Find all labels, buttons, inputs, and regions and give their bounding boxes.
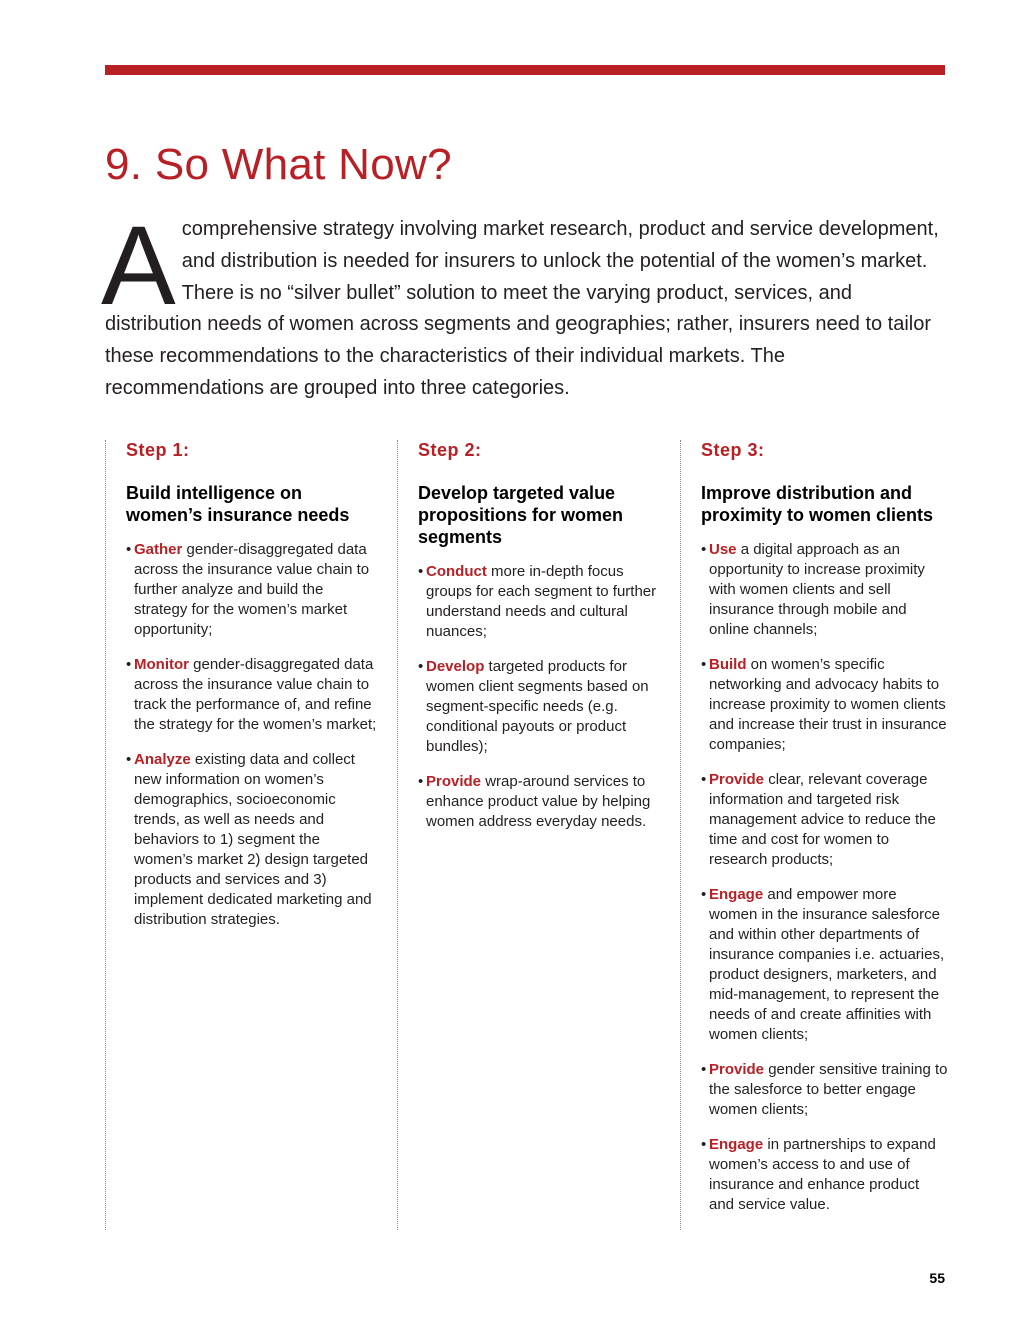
step-label: Step 2: — [418, 440, 482, 460]
action-keyword: Develop — [426, 658, 485, 675]
intro-drop-cap: A — [101, 203, 176, 328]
list-item — [126, 655, 377, 735]
action-keyword: Use — [709, 541, 737, 558]
item-text: in partnerships to expand women’s access to and use of insurance and enhance product and service value. — [709, 1136, 936, 1213]
step-heading: Build intelligence on women’s insurance needs — [126, 483, 350, 525]
list-item — [701, 540, 948, 640]
item-text: gender sensitive training to the salesforce to better engage women clients; — [709, 1061, 948, 1118]
list-item — [126, 750, 377, 930]
step-heading: Improve distribution and proximity to women clients — [701, 483, 934, 525]
list-item — [701, 1135, 948, 1215]
item-text: existing data and collect new information on women’s demographics, socioeconomic trends, as well as needs and behaviors to 1) segment the women’s market 2) design targeted products and services and 3) implement dedicated marketing and distribution strategies. — [134, 751, 372, 928]
step-2-column — [397, 440, 669, 1230]
action-keyword: Analyze — [134, 751, 191, 768]
item-text: targeted products for women client segments based on segment-specific needs (e.g. conditional payouts or product bundles); — [426, 658, 649, 755]
action-keyword: Provide — [426, 773, 482, 790]
item-text: a digital approach as an opportunity to increase proximity with women clients and sell insurance through mobile and online channels; — [709, 541, 925, 638]
action-keyword: Gather — [134, 541, 183, 558]
action-keyword: Monitor — [134, 656, 189, 673]
list-item — [701, 885, 948, 1045]
item-text: gender-disaggregated data across the insurance value chain to further analyze and build the strategy for the women’s market opportunity; — [134, 541, 370, 638]
action-keyword: Build — [709, 656, 747, 673]
action-keyword: Engage — [709, 886, 764, 903]
list-item — [701, 1060, 948, 1120]
recommendation-list — [701, 540, 948, 1215]
step-label: Step 3: — [701, 440, 765, 460]
intro-paragraph — [101, 203, 945, 405]
action-keyword: Provide — [709, 1061, 765, 1078]
recommendation-list — [126, 540, 377, 930]
item-text: clear, relevant coverage information and targeted risk management advice to reduce the time and cost for women to research products; — [709, 771, 936, 868]
item-text: wrap-around services to enhance product value by helping women address everyday needs. — [426, 773, 651, 830]
item-text: gender-disaggregated data across the insurance value chain to track the performance of, and refine the strategy for the women’s market; — [134, 656, 377, 733]
page-number: 55 — [929, 1270, 945, 1286]
item-text: and empower more women in the insurance salesforce and within other departments of insurance companies i.e. actuaries, product designers, marketers, and mid-management, to represent the needs of and create affinities with women clients; — [709, 886, 945, 1043]
list-item — [701, 770, 948, 870]
intro-text: comprehensive strategy involving market research, product and service development, and distribution is needed for insurers to unlock the potential of the women’s market. There is no “silver bullet” solution to meet the varying product, services, and distribution needs of women across segments and geographies; rather, insurers need to tailor these recommendations to the characteristics of their individual markets. The recommendations are grouped into three categories. — [105, 218, 939, 399]
step-label: Step 1: — [126, 440, 190, 460]
list-item — [418, 657, 669, 757]
list-item — [126, 540, 377, 640]
step-1-column — [105, 440, 377, 1230]
recommendation-list — [418, 562, 669, 832]
step-heading: Develop targeted value propositions for women segments — [418, 483, 623, 547]
action-keyword: Engage — [709, 1136, 764, 1153]
list-item — [701, 655, 948, 755]
item-text: more in-depth focus groups for each segment to further understand needs and cultural nuances; — [426, 563, 657, 640]
item-text: on women’s specific networking and advocacy habits to increase proximity to women clients and increase their trust in insurance companies; — [709, 656, 947, 753]
action-keyword: Provide — [709, 771, 765, 788]
header-accent-bar — [105, 65, 945, 75]
list-item — [418, 562, 669, 642]
page-title: 9. So What Now? — [105, 140, 452, 189]
step-3-column — [680, 440, 948, 1230]
action-keyword: Conduct — [426, 563, 487, 580]
list-item — [418, 772, 669, 832]
